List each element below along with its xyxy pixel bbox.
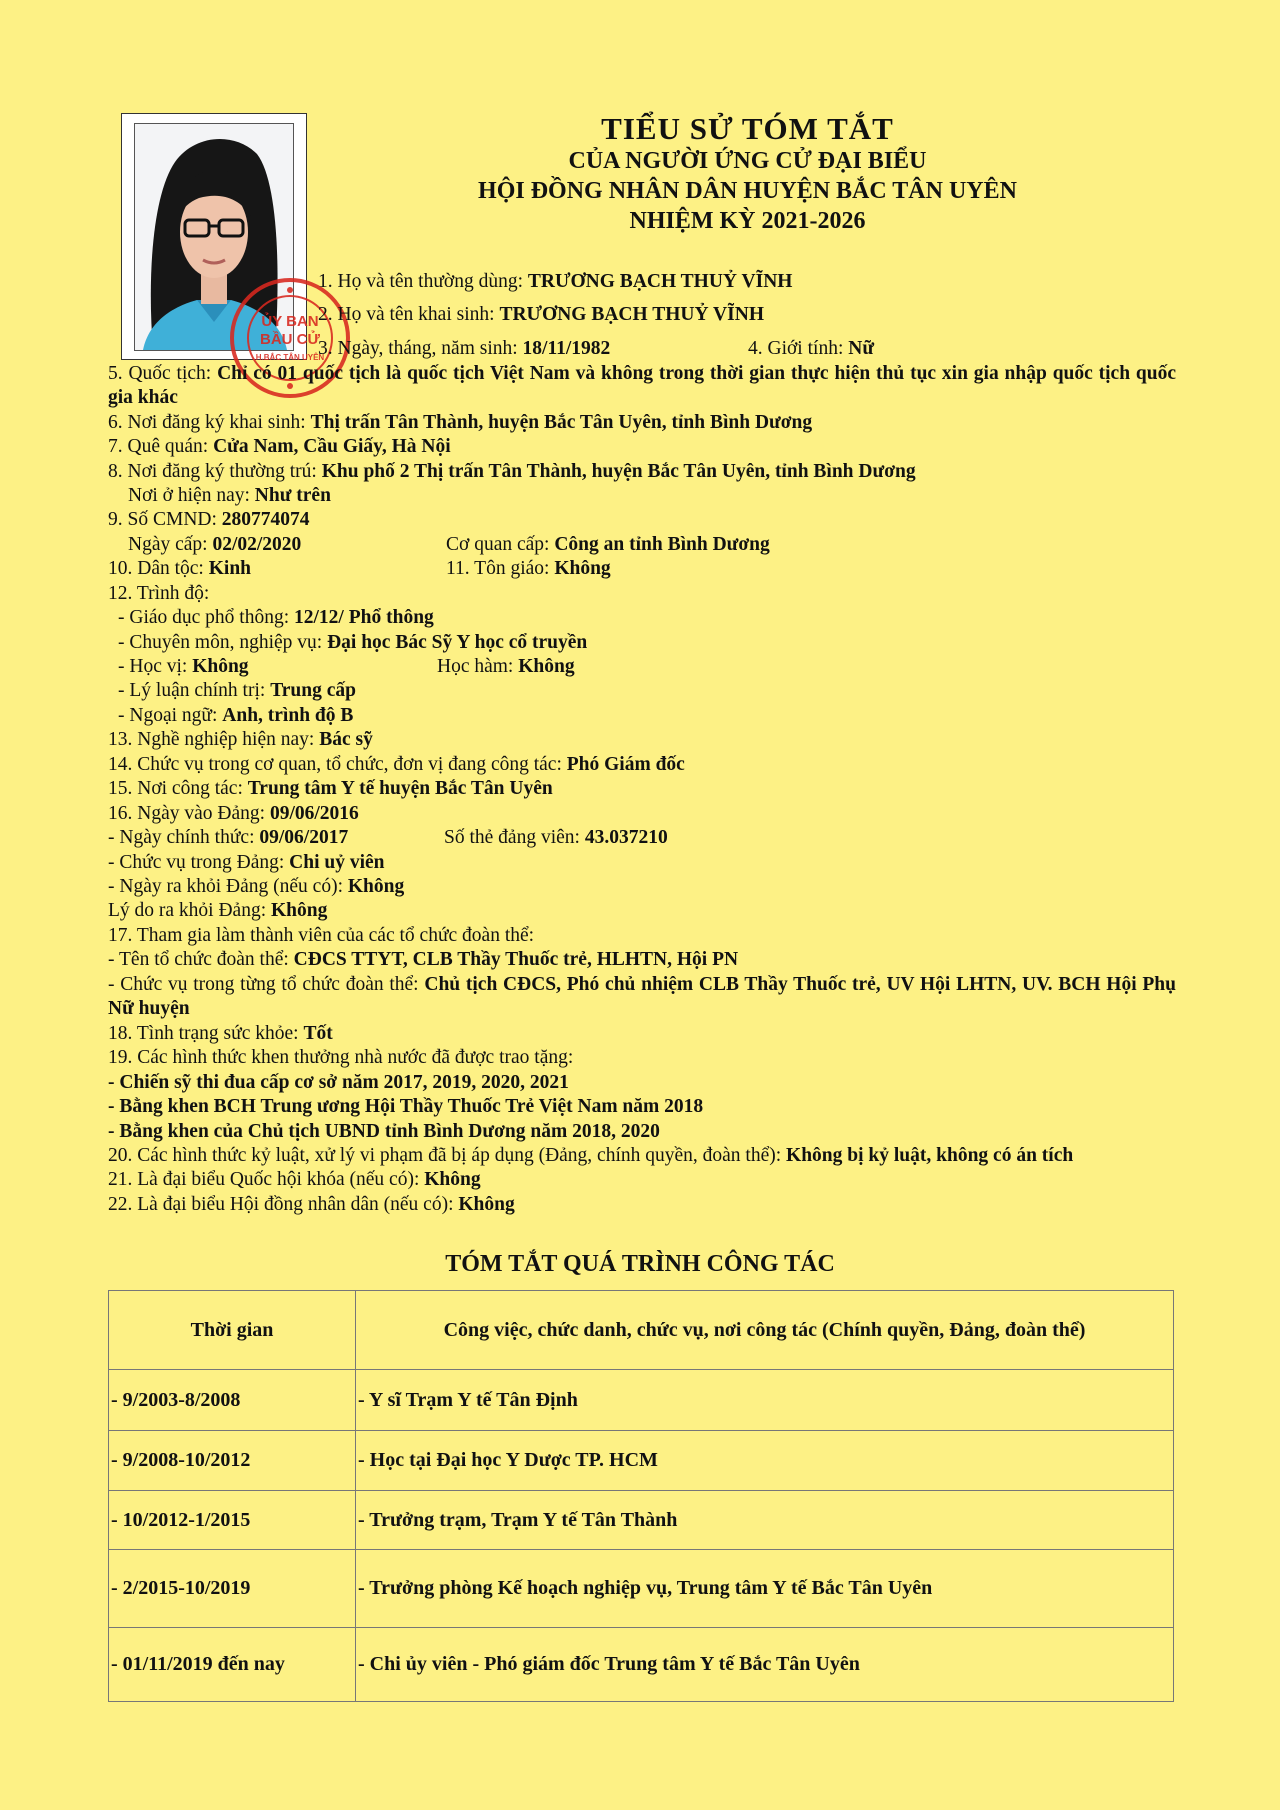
field-id-number: 9. Số CMND: 280774074 [108, 509, 310, 530]
row-time: - 2/2015-10/2019 [109, 1550, 356, 1628]
work-history-title: TÓM TẮT QUÁ TRÌNH CÔNG TÁC [445, 1251, 835, 1277]
row-time: - 9/2008-10/2012 [109, 1431, 356, 1491]
table-row [109, 1370, 1174, 1431]
header-role: Công việc, chức danh, chức vụ, nơi công tác (Chính quyền, Đảng, đoàn thể) [356, 1291, 1174, 1370]
field-position: 14. Chức vụ trong cơ quan, tổ chức, đơn vị đang công tác: Phó Giám đốc [108, 754, 685, 775]
row-role: - Học tại Đại học Y Dược TP. HCM [356, 1431, 1174, 1491]
field-organizations-heading: 17. Tham gia làm thành viên của các tổ chức đoàn thể: [108, 925, 535, 946]
field-specialty: - Chuyên môn, nghiệp vụ: Đại học Bác Sỹ Y học cổ truyền [118, 632, 588, 653]
field-ethnicity: 10. Dân tộc: Kinh [108, 558, 252, 579]
row-role: - Trưởng trạm, Trạm Y tế Tân Thành [356, 1491, 1174, 1550]
table-row [109, 1491, 1174, 1550]
work-history-table [108, 1290, 1174, 1702]
row-role: - Chi ủy viên - Phó giám đốc Trung tâm Y tế Bắc Tân Uyên [356, 1628, 1174, 1702]
field-party-card-number: Số thẻ đảng viên: 43.037210 [444, 827, 668, 848]
field-degree: - Học vị: Không [118, 656, 249, 677]
field-organization-names: - Tên tổ chức đoàn thể: CĐCS TTYT, CLB Thầy Thuốc trẻ, HLHTN, Hội PN [108, 949, 739, 970]
field-general-education: - Giáo dục phổ thông: 12/12/ Phổ thông [118, 607, 434, 628]
title-line-2: CỦA NGƯỜI ỨNG CỬ ĐẠI BIỂU [568, 148, 927, 174]
table-header-row [109, 1291, 1174, 1370]
table-row [109, 1550, 1174, 1628]
row-role: - Trưởng phòng Kế hoạch nghiệp vụ, Trung tâm Y tế Bắc Tân Uyên [356, 1550, 1174, 1628]
table-row [109, 1431, 1174, 1491]
row-time: - 01/11/2019 đến nay [109, 1628, 356, 1702]
field-birth-date: 3. Ngày, tháng, năm sinh: 18/11/1982 [318, 338, 611, 359]
field-current-residence: Nơi ở hiện nay: Như trên [128, 485, 331, 506]
row-role: - Y sĩ Trạm Y tế Tân Định [356, 1370, 1174, 1431]
field-party-join-date: 16. Ngày vào Đảng: 09/06/2016 [108, 803, 359, 824]
field-organization-positions: - Chức vụ trong từng tổ chức đoàn thể: Chủ tịch CĐCS, Phó chủ nhiệm CLB Thầy Thuốc trẻ, UV Hội LHTN, UV. BCH Hội Phụ Nữ huyện [108, 974, 1176, 1019]
table-row [109, 1628, 1174, 1702]
award-item: - Chiến sỹ thi đua cấp cơ sở năm 2017, 2019, 2020, 2021 [108, 1072, 569, 1093]
field-birth-name: 2. Họ và tên khai sinh: TRƯƠNG BẠCH THUỶ VĨNH [318, 304, 764, 325]
field-education-heading: 12. Trình độ: [108, 583, 210, 604]
field-gender: 4. Giới tính: Nữ [748, 338, 875, 359]
row-time: - 10/2012-1/2015 [109, 1491, 356, 1550]
field-health: 18. Tình trạng sức khỏe: Tốt [108, 1023, 333, 1044]
title-main: TIỂU SỬ TÓM TẮT [601, 111, 894, 146]
row-time: - 9/2003-8/2008 [109, 1370, 356, 1431]
field-academic-title: Học hàm: Không [437, 656, 575, 677]
field-peoples-council: 22. Là đại biểu Hội đồng nhân dân (nếu có): Không [108, 1194, 515, 1215]
document-title [380, 112, 1115, 236]
field-discipline: 20. Các hình thức kỷ luật, xử lý vi phạm đã bị áp dụng (Đảng, chính quyền, đoàn thể): Không bị kỷ luật, không có án tích [108, 1145, 1074, 1166]
field-id-issuer: Cơ quan cấp: Công an tỉnh Bình Dương [446, 534, 770, 555]
field-party-exit-date: - Ngày ra khỏi Đảng (nếu có): Không [108, 876, 405, 897]
field-party-position: - Chức vụ trong Đảng: Chi uỷ viên [108, 852, 385, 873]
field-birth-registration: 6. Nơi đăng ký khai sinh: Thị trấn Tân Thành, huyện Bắc Tân Uyên, tỉnh Bình Dương [108, 412, 813, 433]
title-line-3: HỘI ĐỒNG NHÂN DÂN HUYỆN BẮC TÂN UYÊN [478, 178, 1017, 204]
award-item: - Bằng khen BCH Trung ương Hội Thầy Thuốc Trẻ Việt Nam năm 2018 [108, 1096, 704, 1117]
field-workplace: 15. Nơi công tác: Trung tâm Y tế huyện Bắc Tân Uyên [108, 778, 553, 799]
stamp-text-top: ỦY BAN [261, 313, 319, 330]
header-time: Thời gian [109, 1291, 356, 1370]
field-party-official-date: - Ngày chính thức: 09/06/2017 [108, 827, 349, 848]
field-occupation: 13. Nghề nghiệp hiện nay: Bác sỹ [108, 729, 373, 750]
field-awards-heading: 19. Các hình thức khen thưởng nhà nước đã được trao tặng: [108, 1047, 574, 1068]
field-id-issue-date: Ngày cấp: 02/02/2020 [128, 534, 302, 555]
field-foreign-language: - Ngoại ngữ: Anh, trình độ B [118, 705, 354, 726]
field-national-assembly: 21. Là đại biểu Quốc hội khóa (nếu có): Không [108, 1169, 481, 1190]
field-nationality: 5. Quốc tịch: Chỉ có 01 quốc tịch là quốc tịch Việt Nam và không trong thời gian thực hiện thủ tục xin gia nhập quốc tịch quốc gia khác [108, 363, 1176, 408]
field-hometown: 7. Quê quán: Cửa Nam, Cầu Giấy, Hà Nội [108, 436, 451, 457]
field-political-theory: - Lý luận chính trị: Trung cấp [118, 680, 356, 701]
field-party-exit-reason: Lý do ra khỏi Đảng: Không [108, 900, 328, 921]
stamp-text-mid: BẦU CỬ [260, 331, 320, 348]
stamp-text-bot: H.BẮC TÂN UYÊN [255, 353, 325, 362]
field-permanent-residence: 8. Nơi đăng ký thường trú: Khu phố 2 Thị trấn Tân Thành, huyện Bắc Tân Uyên, tỉnh Bình Dương [108, 461, 916, 482]
title-line-4: NHIỆM KỲ 2021-2026 [629, 208, 866, 234]
award-item: - Bằng khen của Chủ tịch UBND tỉnh Bình Dương năm 2018, 2020 [108, 1121, 660, 1142]
field-common-name: 1. Họ và tên thường dùng: TRƯƠNG BẠCH THUỶ VĨNH [318, 271, 793, 292]
field-religion: 11. Tôn giáo: Không [446, 558, 611, 579]
